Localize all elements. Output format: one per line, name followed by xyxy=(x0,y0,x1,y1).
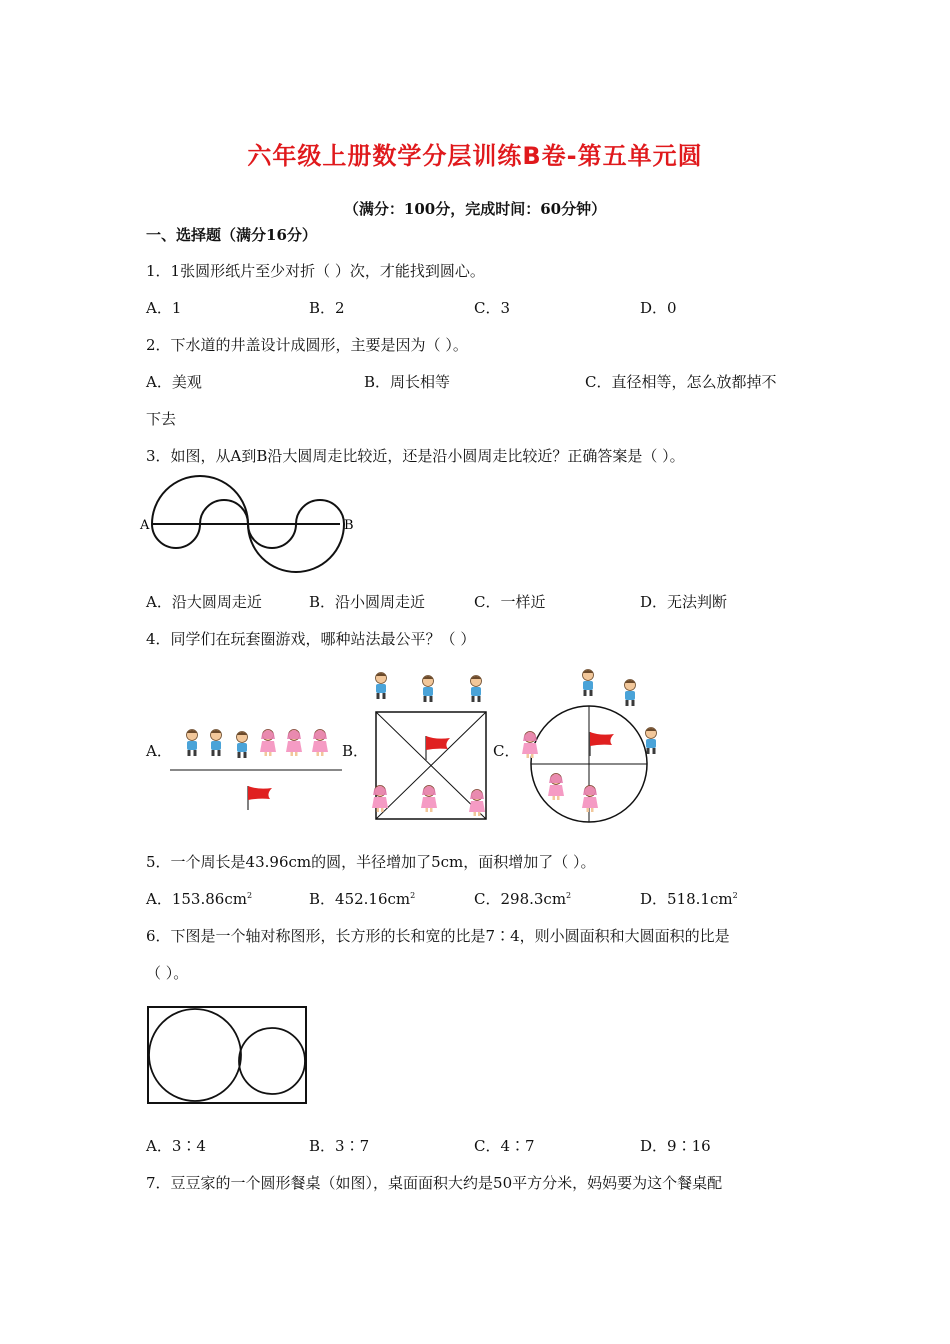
q6-option-c[interactable]: C．4∶7 xyxy=(474,1137,535,1155)
q3-option-c[interactable]: C．一样近 xyxy=(474,593,546,611)
q5-option-b[interactable]: B．$452.16cm^2$ xyxy=(309,890,416,908)
q3-option-d[interactable]: D．无法判断 xyxy=(640,593,728,611)
q5-option-a[interactable]: A．$153.86cm^2$ xyxy=(146,890,253,908)
question-2-text: 2．下水道的井盖设计成圆形，主要是因为（ ）。 xyxy=(146,336,468,354)
q3-option-a[interactable]: A．沿大圆周走近 xyxy=(146,593,262,611)
q6-option-d[interactable]: D．9∶16 xyxy=(640,1137,711,1155)
q5-option-c[interactable]: C．$298.3cm^2$ xyxy=(474,890,572,908)
q1-option-d[interactable]: D．0 xyxy=(640,299,677,317)
question-4-text: 4．同学们在玩套圈游戏，哪种站法最公平？（ ） xyxy=(146,630,476,648)
q2-option-a[interactable]: A．美观 xyxy=(146,373,202,391)
q2-option-c-continuation: 下去 xyxy=(146,410,177,428)
q4-option-a-figure xyxy=(170,730,342,811)
q1-option-c[interactable]: C．3 xyxy=(474,299,511,317)
q4-option-c-figure xyxy=(522,670,657,823)
q1-option-b[interactable]: B．2 xyxy=(309,299,345,317)
q4-option-b-label[interactable]: B． xyxy=(342,742,369,760)
q4-option-b-figure xyxy=(372,673,486,820)
q2-option-c[interactable]: C．直径相等，怎么放都掉不 xyxy=(585,373,777,391)
page-subtitle: （满分：100分，完成时间：60分钟） xyxy=(343,200,607,218)
question-3-text: 3．如图，从A到B沿大圆周走比较近，还是沿小圆周走比较近？正确答案是（ ）。 xyxy=(146,447,685,465)
section-heading-choice: 一、选择题（满分16分） xyxy=(146,226,317,244)
q3-label-a: A xyxy=(140,518,150,533)
question-6-continuation: （ ）。 xyxy=(146,964,189,982)
q6-rectangle-circles-figure xyxy=(146,1005,308,1105)
q1-option-a[interactable]: A．1 xyxy=(146,299,182,317)
q5-option-d[interactable]: D．$518.1cm^2$ xyxy=(640,890,738,908)
q2-option-b[interactable]: B．周长相等 xyxy=(364,373,451,391)
q3-label-b: B xyxy=(344,518,354,533)
q4-option-a-label[interactable]: A． xyxy=(146,742,172,760)
question-5-text: 5．一个周长是43.96cm的圆，半径增加了5cm，面积增加了（ ）。 xyxy=(146,853,596,871)
question-7-text: 7．豆豆家的一个圆形餐桌（如图），桌面面积大约是50平方分米，妈妈要为这个餐桌配 xyxy=(146,1174,723,1192)
q6-option-b[interactable]: B．3∶7 xyxy=(309,1137,370,1155)
question-1-text: 1．1张圆形纸片至少对折（ ）次，才能找到圆心。 xyxy=(146,262,485,280)
page-title: 六年级上册数学分层训练B卷-第五单元圆 xyxy=(247,142,703,170)
q4-option-c-label[interactable]: C． xyxy=(493,742,520,760)
q3-option-b[interactable]: B．沿小圆周走近 xyxy=(309,593,426,611)
question-6-text: 6．下图是一个轴对称图形，长方形的长和宽的比是7∶4，则小圆面积和大圆面积的比是 xyxy=(146,927,730,945)
q6-option-a[interactable]: A．3∶4 xyxy=(146,1137,206,1155)
